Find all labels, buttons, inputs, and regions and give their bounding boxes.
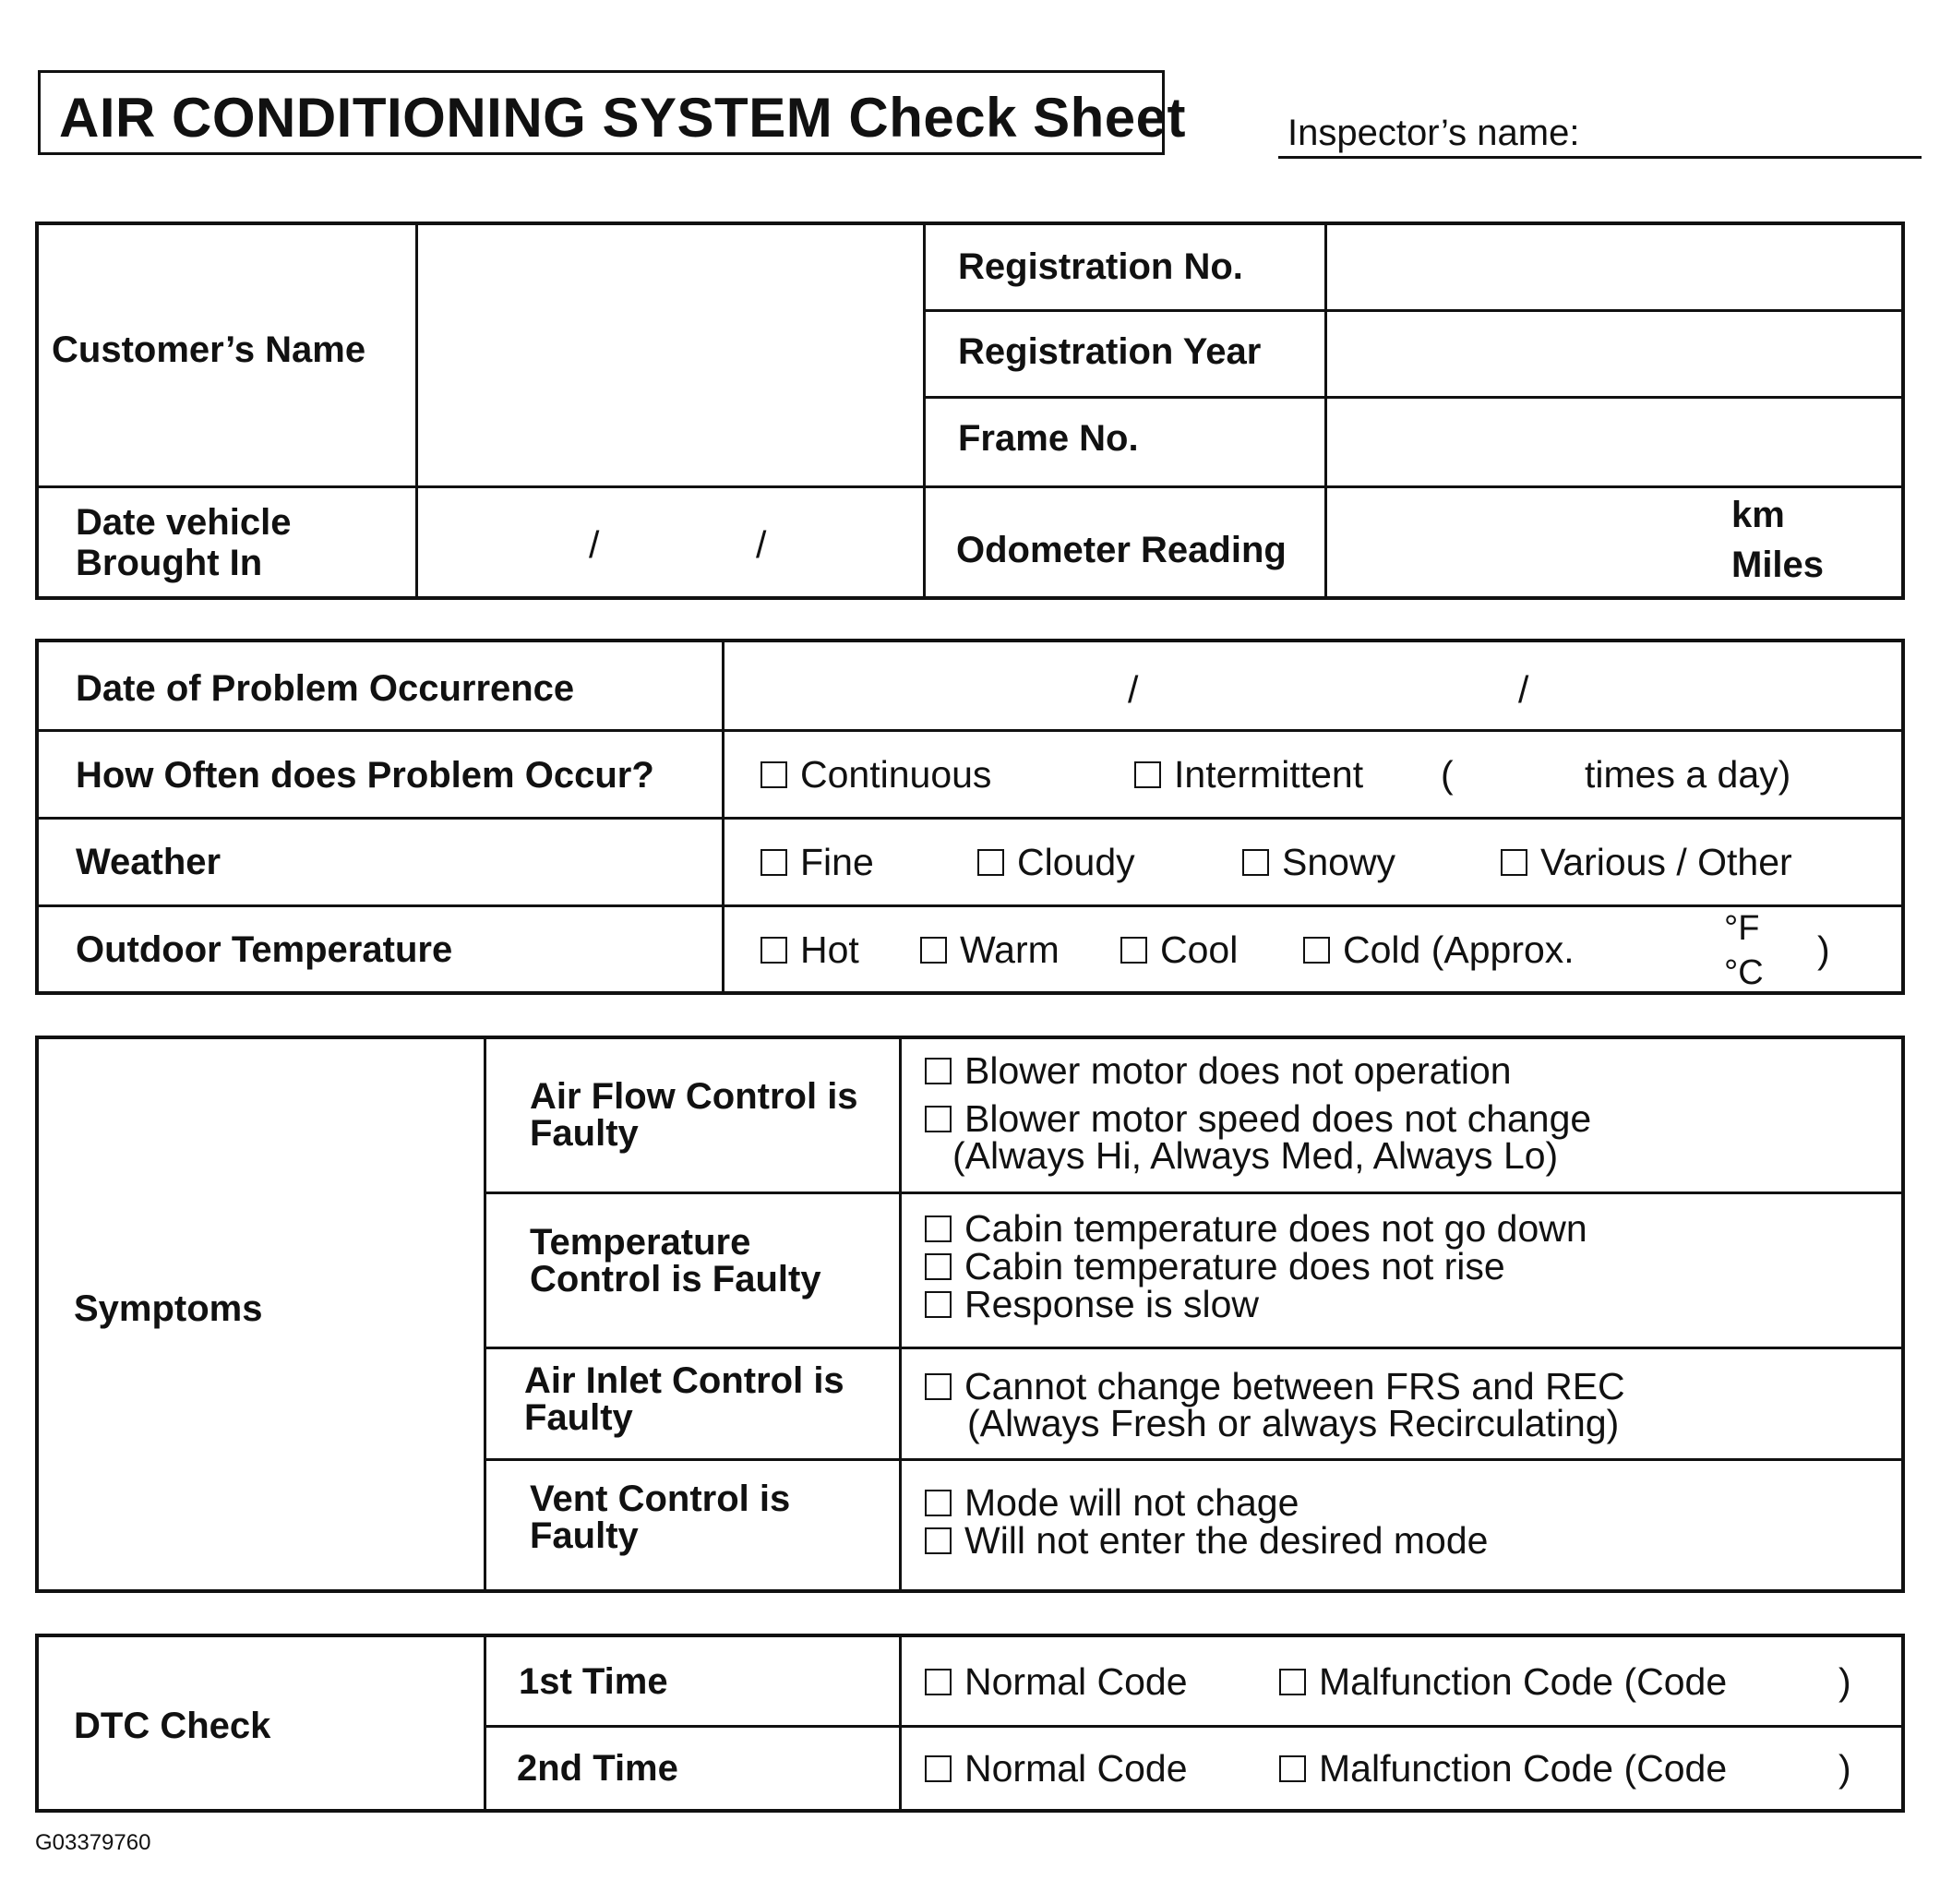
- inspector-name-field[interactable]: [1278, 109, 1922, 159]
- registration-year-field[interactable]: [1327, 312, 1905, 396]
- date-brought-in-field[interactable]: [418, 488, 923, 600]
- date-slash: /: [756, 523, 767, 566]
- frame-no-field[interactable]: [1327, 399, 1905, 485]
- dtc-first-normal[interactable]: Normal Code: [925, 1661, 1188, 1702]
- option-continuous[interactable]: Continuous: [760, 754, 991, 795]
- air-flow-label: Air Flow Control is Faulty: [530, 1076, 858, 1154]
- checkbox[interactable]: [925, 1669, 952, 1695]
- dtc-label: DTC Check: [74, 1706, 271, 1746]
- date-brought-in-label-line1: Date vehicle: [76, 502, 292, 543]
- checkbox[interactable]: [1501, 849, 1527, 876]
- option-snowy[interactable]: Snowy: [1242, 842, 1395, 882]
- title-box: [38, 70, 1187, 155]
- dtc-second-normal[interactable]: Normal Code: [925, 1748, 1188, 1789]
- temperature-control-label: Temperature Control is Faulty: [530, 1222, 821, 1299]
- checkbox[interactable]: [760, 937, 787, 964]
- frame-no-label: Frame No.: [958, 418, 1139, 459]
- symptom-blower-speed-no-change[interactable]: Blower motor speed does not change: [925, 1098, 1591, 1139]
- option-cold[interactable]: Cold (Approx.: [1303, 929, 1575, 970]
- unit-miles: Miles: [1731, 545, 1825, 585]
- page-title: AIR CONDITIONING SYSTEM Check Sheet: [59, 87, 1187, 149]
- checkbox[interactable]: [1303, 937, 1330, 964]
- odometer-label: Odometer Reading: [956, 530, 1287, 570]
- air-inlet-label: Air Inlet Control is Faulty: [524, 1360, 844, 1438]
- checkbox[interactable]: [925, 1755, 952, 1782]
- registration-year-label: Registration Year: [958, 331, 1262, 372]
- option-hot[interactable]: Hot: [760, 929, 859, 970]
- checkbox[interactable]: [1242, 849, 1269, 876]
- dtc-table: [35, 1634, 1905, 1813]
- checkbox[interactable]: [1279, 1755, 1306, 1782]
- dtc-first-malfunction[interactable]: Malfunction Code (Code: [1279, 1661, 1727, 1702]
- date-slash: /: [589, 523, 600, 566]
- checkbox[interactable]: [925, 1490, 952, 1516]
- checkbox[interactable]: [760, 849, 787, 876]
- symptoms-label: Symptoms: [74, 1288, 263, 1329]
- problem-date-field[interactable]: [725, 642, 1905, 729]
- checkbox[interactable]: [925, 1253, 952, 1280]
- checkbox[interactable]: [925, 1373, 952, 1400]
- dtc-second-close-paren: ): [1838, 1747, 1851, 1790]
- figure-code: G03379760: [35, 1830, 151, 1855]
- checkbox[interactable]: [925, 1527, 952, 1554]
- date-slash: /: [1128, 668, 1139, 711]
- symptom-blower-not-operating[interactable]: Blower motor does not operation: [925, 1050, 1512, 1091]
- symptom-temp-not-down[interactable]: Cabin temperature does not go down: [925, 1210, 1587, 1248]
- dtc-first-close-paren: ): [1838, 1660, 1851, 1703]
- checkbox[interactable]: [920, 937, 947, 964]
- checkbox[interactable]: [1134, 761, 1161, 788]
- symptoms-table: [35, 1036, 1905, 1593]
- registration-no-label: Registration No.: [958, 246, 1243, 287]
- unit-fahrenheit: °F: [1724, 909, 1760, 948]
- option-warm[interactable]: Warm: [920, 929, 1060, 970]
- symptom-mode-not-enter[interactable]: Will not enter the desired mode: [925, 1522, 1488, 1560]
- vent-control-label: Vent Control is Faulty: [530, 1479, 791, 1556]
- symptom-mode-no-change[interactable]: Mode will not chage: [925, 1484, 1299, 1522]
- checkbox[interactable]: [925, 1058, 952, 1084]
- checkbox[interactable]: [925, 1291, 952, 1318]
- times-a-day-text: times a day): [1585, 753, 1791, 796]
- frequency-label: How Often does Problem Occur?: [76, 755, 654, 796]
- checkbox[interactable]: [925, 1106, 952, 1132]
- option-cool[interactable]: Cool: [1120, 929, 1238, 970]
- registration-no-field[interactable]: [1327, 225, 1905, 309]
- date-brought-in-label-line2: Brought In: [76, 543, 263, 583]
- symptom-response-slow[interactable]: Response is slow: [925, 1286, 1259, 1323]
- problem-table: [35, 639, 1905, 995]
- outdoor-temp-label: Outdoor Temperature: [76, 929, 453, 970]
- symptom-temp-not-rise[interactable]: Cabin temperature does not rise: [925, 1248, 1505, 1286]
- checkbox[interactable]: [925, 1215, 952, 1242]
- checkbox[interactable]: [760, 761, 787, 788]
- customer-name-label: Customer’s Name: [52, 329, 366, 370]
- option-fine[interactable]: Fine: [760, 842, 874, 882]
- weather-label: Weather: [76, 842, 222, 882]
- unit-km: km: [1731, 495, 1785, 535]
- dtc-second-malfunction[interactable]: Malfunction Code (Code: [1279, 1748, 1727, 1789]
- checkbox[interactable]: [1120, 937, 1147, 964]
- checkbox[interactable]: [1279, 1669, 1306, 1695]
- inspector-name-label: Inspector’s name:: [1287, 113, 1580, 153]
- checkbox[interactable]: [977, 849, 1004, 876]
- symptom-frs-rec[interactable]: Cannot change between FRS and REC: [925, 1366, 1625, 1407]
- symptom-note: (Always Fresh or always Recirculating): [967, 1402, 1620, 1444]
- option-various-other[interactable]: Various / Other: [1501, 842, 1792, 882]
- date-slash: /: [1518, 668, 1529, 711]
- problem-date-label: Date of Problem Occurrence: [76, 668, 575, 709]
- times-open-paren: (: [1441, 753, 1454, 796]
- customer-name-field[interactable]: [418, 225, 923, 485]
- option-cloudy[interactable]: Cloudy: [977, 842, 1135, 882]
- vehicle-info-table: [35, 222, 1905, 600]
- symptom-note: (Always Hi, Always Med, Always Lo): [952, 1134, 1559, 1177]
- temp-close-paren: ): [1817, 928, 1830, 971]
- unit-celsius: °C: [1724, 953, 1764, 992]
- dtc-first-time-label: 1st Time: [519, 1661, 668, 1702]
- dtc-second-time-label: 2nd Time: [517, 1748, 678, 1789]
- option-intermittent[interactable]: Intermittent: [1134, 754, 1363, 795]
